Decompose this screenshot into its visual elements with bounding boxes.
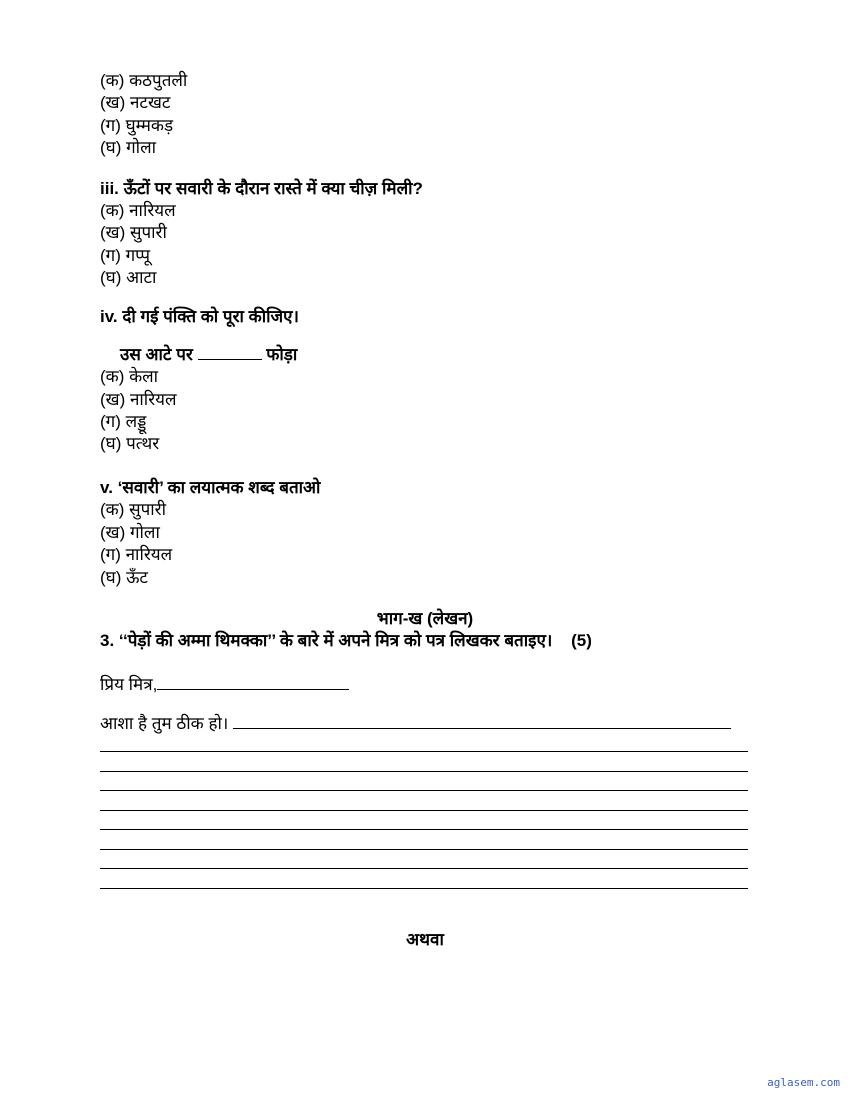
option: (ग) गप्पू (100, 246, 151, 265)
answer-line (100, 751, 748, 752)
blank (233, 713, 731, 729)
section-heading: भाग-ख (लेखन) (376, 609, 474, 628)
blank (157, 674, 349, 690)
option: (ग) घुम्मकड़ (100, 116, 174, 135)
option: (घ) गोला (100, 138, 156, 157)
option: (क) केला (100, 367, 159, 386)
option: (घ) आटा (100, 268, 157, 287)
line-start: उस आटे पर (120, 345, 193, 364)
option: (ग) नारियल (100, 545, 173, 564)
or-label: अथवा (406, 930, 444, 949)
salutation (100, 674, 349, 696)
fill-in-line (120, 344, 297, 366)
answer-line (100, 849, 748, 850)
answer-line (100, 790, 748, 791)
opening-line (100, 713, 731, 735)
question-iii: iii. ऊँटों पर सवारी के दौरान रास्ते में क्या चीज़ मिली? (100, 179, 423, 198)
option: (क) नारियल (100, 201, 176, 220)
option: (ख) गोला (100, 523, 160, 542)
opening-text: आशा है तुम ठीक हो। (100, 714, 229, 733)
option: (ख) नारियल (100, 390, 177, 409)
question-v: v. ‘सवारी’ का लयात्मक शब्द बताओ (100, 478, 321, 497)
answer-line (100, 810, 748, 811)
line-end: फोड़ा (266, 345, 298, 364)
question-3 (100, 630, 592, 652)
question-text: 3. ‘‘पेड़ों की अम्मा थिमक्का’’ के बारे में अपने मित्र को पत्र लिखकर बताइए। (100, 631, 553, 650)
option: (घ) ऊँट (100, 568, 149, 587)
option: (घ) पत्थर (100, 434, 160, 453)
salutation-text: प्रिय मित्र, (100, 675, 158, 694)
blank (198, 344, 262, 360)
option: (क) सुपारी (100, 500, 167, 519)
option: (ख) सुपारी (100, 223, 167, 242)
marks: (5) (571, 631, 592, 650)
answer-line (100, 829, 748, 830)
watermark: aglasem.com (767, 1076, 840, 1089)
answer-line (100, 771, 748, 772)
answer-line (100, 868, 748, 869)
question-iv: iv. दी गई पंक्ति को पूरा कीजिए। (100, 307, 299, 326)
option: (ख) नटखट (100, 93, 171, 112)
answer-line (100, 888, 748, 889)
option: (ग) लड्डू (100, 412, 147, 431)
option: (क) कठपुतली (100, 71, 188, 90)
